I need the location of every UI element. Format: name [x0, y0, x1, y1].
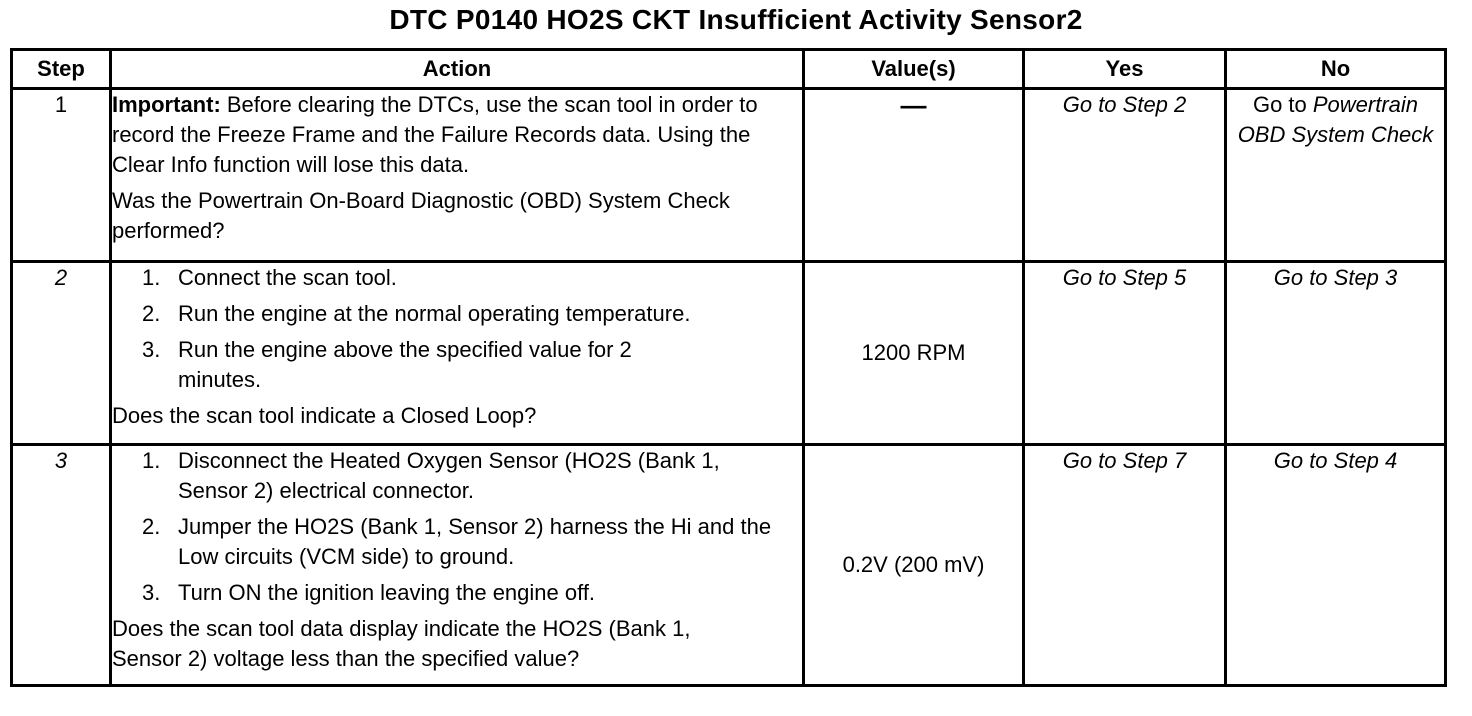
- no-cell: [1226, 89, 1446, 262]
- item-number: 1.: [142, 265, 161, 290]
- value-cell: [804, 89, 1024, 262]
- value-dash: —: [900, 90, 927, 120]
- value-cell: 0.2V (200 mV): [804, 445, 1024, 686]
- table-row: [12, 445, 1446, 686]
- document-title: DTC P0140 HO2S CKT Insufficient Activity Sensor2: [389, 4, 1083, 35]
- item-number: 2.: [142, 301, 161, 326]
- list-item: [112, 299, 802, 329]
- table-row: [12, 262, 1446, 445]
- item-number: 2.: [142, 514, 161, 539]
- item-text: Connect the scan tool.: [178, 265, 397, 290]
- item-number: 3.: [142, 580, 161, 605]
- item-text: Run the engine above the specified value for 2 minutes.: [178, 337, 632, 392]
- item-text: Jumper the HO2S (Bank 1, Sensor 2) harness the Hi and the Low circuits (VCM side) to ground.: [178, 514, 772, 569]
- no-prefix: Go to: [1252, 92, 1313, 117]
- step-number: 3: [12, 445, 111, 686]
- header-action: Action: [111, 50, 804, 89]
- step-number: 1: [12, 89, 111, 262]
- item-text: Run the engine at the normal operating temperature.: [178, 301, 691, 326]
- item-number: 3.: [142, 337, 161, 362]
- action-cell: [111, 89, 804, 262]
- header-step: Step: [12, 50, 111, 89]
- action-list: [112, 263, 802, 395]
- action-cell: [111, 445, 804, 686]
- table-row: [12, 89, 1446, 262]
- item-text: Disconnect the Heated Oxygen Sensor (HO2S (Bank 1, Sensor 2) electrical connector.: [178, 448, 720, 503]
- no-link: Powertrain OBD System Check: [1237, 92, 1434, 147]
- table-header-row: [12, 50, 1446, 89]
- yes-cell: Go to Step 2: [1024, 89, 1226, 262]
- list-item: [112, 263, 802, 293]
- list-item: [112, 578, 802, 608]
- value-cell: 1200 RPM: [804, 262, 1024, 445]
- item-number: 1.: [142, 448, 161, 473]
- action-list: [112, 446, 802, 608]
- diagnostic-table: [10, 48, 1447, 687]
- list-item: [112, 446, 802, 506]
- step-number: 2: [12, 262, 111, 445]
- no-cell: Go to Step 3: [1226, 262, 1446, 445]
- header-yes: Yes: [1024, 50, 1226, 89]
- action-question: Was the Powertrain On-Board Diagnostic (OBD) System Check performed?: [112, 188, 730, 243]
- no-cell: Go to Step 4: [1226, 445, 1446, 686]
- action-question: Does the scan tool indicate a Closed Loop?: [112, 403, 537, 428]
- header-no: No: [1226, 50, 1446, 89]
- item-text: Turn ON the ignition leaving the engine off.: [178, 580, 596, 605]
- action-cell: [111, 262, 804, 445]
- important-note: [112, 90, 802, 180]
- important-text: Before clearing the DTCs, use the scan tool in order to record the Freeze Frame and the Failure Records data. Using the Clear Info function will lose this data.: [112, 92, 758, 177]
- list-item: [112, 335, 802, 395]
- yes-cell: Go to Step 7: [1024, 445, 1226, 686]
- header-values: Value(s): [804, 50, 1024, 89]
- action-question: Does the scan tool data display indicate the HO2S (Bank 1, Sensor 2) voltage less than the specified value?: [112, 616, 691, 671]
- yes-cell: Go to Step 5: [1024, 262, 1226, 445]
- list-item: [112, 512, 802, 572]
- important-label: Important:: [112, 92, 221, 117]
